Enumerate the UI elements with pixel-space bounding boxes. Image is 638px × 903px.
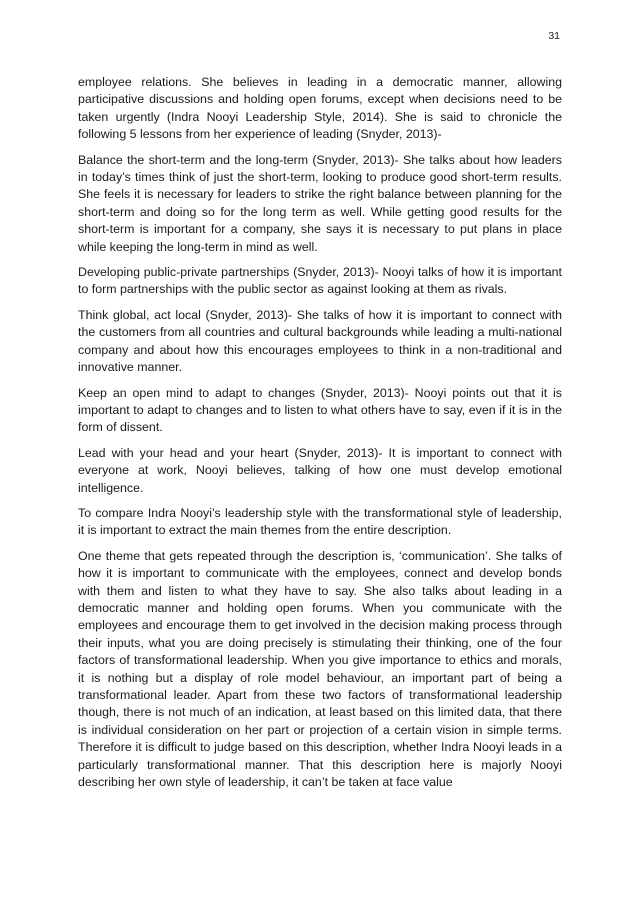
paragraph-head-and-heart: Lead with your head and your heart (Snyder, 2013)- It is important to connect with everyone at work, Nooyi believes, talking of how one must develop emotional intelligence. [78, 445, 562, 495]
paragraph-public-private-partnerships: Developing public-private partnerships (Snyder, 2013)- Nooyi talks of how it is important to form partnerships with the public sector as against looking at them as rivals. [78, 265, 562, 297]
paragraph-think-global-act-local: Think global, act local (Snyder, 2013)- She talks of how it is important to connect with the customers from all countries and cultural backgrounds while leading a multi-national company and about how this encourages employees to think in a non-traditional and innovative manner. [78, 307, 562, 375]
paragraph-balance-short-long-term: Balance the short-term and the long-term (Snyder, 2013)- She talks about how leaders in today’s times think of just the short-term, looking to produce good short-term results. She feels it is necessary for leaders to strike the right balance between planning for the short-term and doing so for the long term as well. While getting good results for the short-term is important for a company, she says it is necessary to put plans in place while keeping the long-term in mind as well. [78, 152, 562, 254]
paragraph-comparison-intro: To compare Indra Nooyi’s leadership style with the transformational style of leadership, it is important to extract the main themes from the entire description. [78, 505, 562, 538]
paragraph-intro-continued: employee relations. She believes in leading in a democratic manner, allowing participative discussions and holding open forums, except when decisions need to be taken urgently (Indra Nooyi Leadership Style, 2014). She is said to chronicle the following 5 lessons from her experience of leading (Snyder, 2013)- [78, 75, 562, 142]
page-number: 31 [548, 30, 560, 42]
body-text [78, 74, 562, 799]
paragraph-communication-theme: One theme that gets repeated through the description is, ‘communication’. She talks of how it is important to communicate with the employees, connect and develop bonds with them and listen to what they have to say. She also talks about leading in a democratic manner and holding open forums. When you communicate with the employees and encourage them to get involved in the decision making process through their inputs, what you are doing precisely is stimulating their thinking, one of the four factors of transformational leadership. When you give importance to ethics and morals, it is nothing but a display of role model behaviour, an important part of being a transformational leader. Apart from these two factors of transformational leadership though, there is not much of an indication, at least based on this limited data, that there is individual consideration on her part or projection of a certain vision in simple terms. Therefore it is difficult to judge based on this description, whether Indra Nooyi leads in a particularly transformational manner. That this description here is majorly Nooyi describing her own style of leadership, it can’t be taken at face value [78, 548, 562, 790]
paragraph-open-mind: Keep an open mind to adapt to changes (Snyder, 2013)- Nooyi points out that it is important to adapt to changes and to listen to what others have to say, even if it is in the form of dissent. [78, 385, 562, 435]
